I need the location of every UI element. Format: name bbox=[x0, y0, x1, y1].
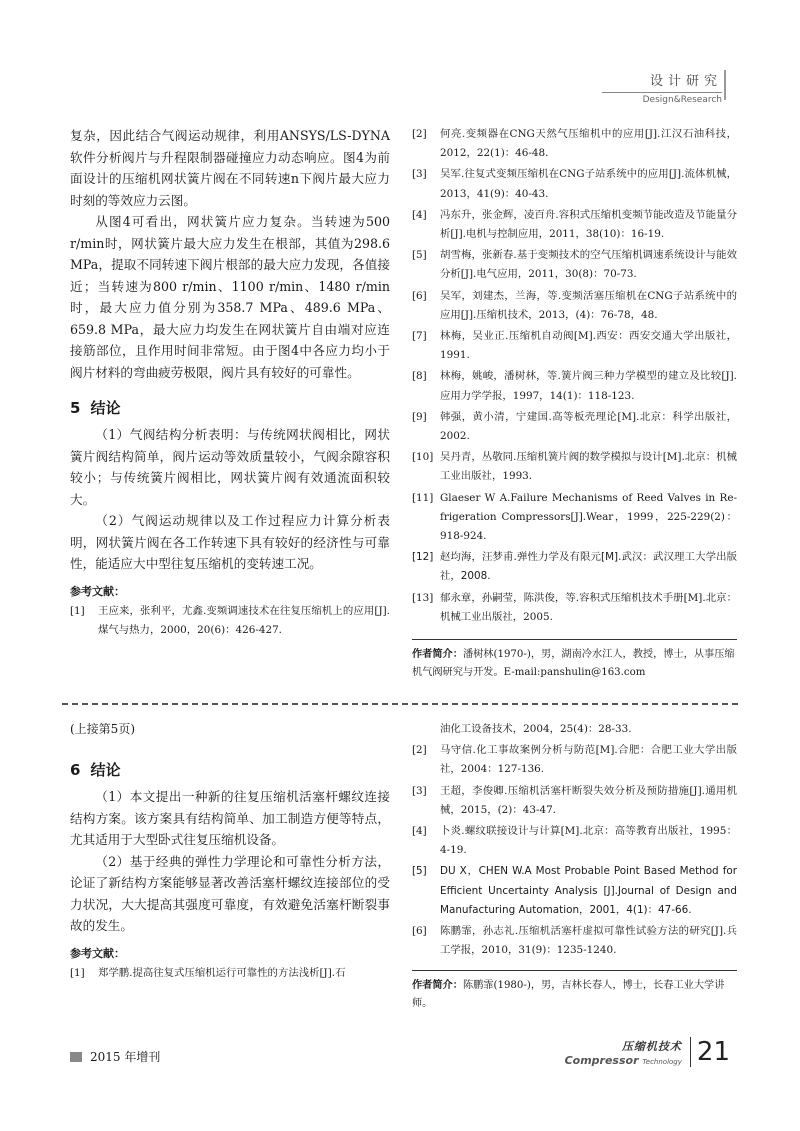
bottom-left-column bbox=[70, 720, 390, 985]
reference-item bbox=[412, 367, 737, 405]
reference-number: [6] bbox=[412, 289, 427, 302]
reference-number: [4] bbox=[412, 825, 427, 838]
reference-item bbox=[412, 589, 737, 627]
reference-text: 王超，李俊卿.压缩机活塞杆断裂失效分析及预防措施[J].通用机械，2015，(2)：43-47. bbox=[440, 784, 737, 816]
reference-text: 陈鹏霏，孙志礼.压缩机活塞杆虚拟可靠性试验方法的研究[J].兵工学报，2010，31(9)：1235-1240. bbox=[440, 925, 737, 957]
page-number: 21 bbox=[696, 1037, 730, 1067]
section-number: 6 bbox=[70, 761, 81, 779]
conclusion-paragraph: （2）基于经典的弹性力学理论和可靠性分析方法，论证了新结构方案能够显著改善活塞杆螺纹连接部位的受力状况，大大提高其强度可靠度，有效避免活塞杆断裂事故的发生。 bbox=[70, 853, 390, 933]
reference-text: 林梅，吴业正.压缩机自动阀[M].西安：西安交通大学出版社，1991. bbox=[440, 330, 737, 362]
reference-text: 郑学鹏.提高往复式压缩机运行可靠性的方法浅析[J].石 bbox=[98, 966, 346, 979]
article-divider bbox=[62, 703, 738, 705]
reference-text: 胡雪梅，张新春.基于变频技术的空气压缩机调速系统设计与能效分析[J].电气应用，2011，30(8)：70-73. bbox=[440, 249, 737, 281]
reference-number: [13] bbox=[412, 591, 434, 604]
reference-number: [4] bbox=[412, 208, 427, 221]
author-bio bbox=[412, 970, 737, 1013]
reference-number: [8] bbox=[412, 370, 427, 383]
section-heading bbox=[70, 759, 390, 780]
reference-text: 冯东升，张金辉，凌百舟.容积式压缩机变频节能改造及节能量分析[J].电机与控制应用，2011，38(10)：16-19. bbox=[440, 208, 737, 241]
author-label: 作者简介： bbox=[412, 980, 463, 992]
author-text: 潘树林(1970-)，男，湖南冷水江人，教授，博士，从事压缩机气阀研究与开发。E-mail:panshulin@163.com bbox=[412, 649, 735, 679]
reference-item bbox=[70, 602, 390, 640]
issue-label: 2015 年增刊 bbox=[90, 1050, 161, 1064]
continued-from-note: (上接第5页) bbox=[70, 722, 135, 736]
reference-text: DU X，CHEN W.A Most Probable Point Based Method for Efficient Uncertainty Analysis [J].Journal of Design and Manufacturing Automation，2001，4(1)：47-66. bbox=[440, 865, 737, 916]
reference-number: [10] bbox=[412, 451, 434, 464]
reference-item bbox=[412, 862, 737, 920]
reference-item bbox=[412, 246, 737, 284]
reference-item bbox=[412, 448, 737, 486]
section-title: 结论 bbox=[90, 761, 121, 779]
footer-branding bbox=[565, 1037, 730, 1067]
reference-number: [9] bbox=[412, 410, 427, 423]
journal-logo-en: Compressor Technology bbox=[564, 1053, 682, 1067]
reference-number: [2] bbox=[412, 744, 427, 757]
reference-number: [1] bbox=[70, 604, 85, 617]
reference-item bbox=[412, 822, 737, 860]
reference-item bbox=[412, 206, 737, 244]
reference-item bbox=[412, 548, 737, 586]
conclusion-paragraph: （2）气阀运动规律以及工作过程应力计算分析表明，网状簧片阀在各工作转速下具有较好的经济性与可靠性，能适应大中型往复压缩机的变转速工况。 bbox=[70, 513, 390, 571]
header-section-zh: 设计研究 bbox=[649, 74, 722, 89]
reference-text: 卜炎.螺纹联接设计与计算[M].北京：高等教育出版社，1995：4-19. bbox=[440, 825, 737, 857]
reference-item bbox=[70, 964, 390, 983]
reference-text: 吴军.往复式变频压缩机在CNG子站系统中的应用[J].流体机械，2013，41(9)：40-43. bbox=[440, 168, 737, 200]
reference-number: [7] bbox=[412, 330, 427, 343]
bottom-right-column bbox=[412, 720, 737, 1013]
footer-divider bbox=[690, 1037, 691, 1067]
author-bio bbox=[412, 639, 737, 682]
reference-item bbox=[412, 489, 737, 547]
reference-text: 油化工设备技术，2004，25(4)：28-33. bbox=[440, 723, 632, 735]
journal-logo-zh: 压缩机技术 bbox=[621, 1039, 682, 1053]
reference-item bbox=[412, 922, 737, 960]
section-number: 5 bbox=[70, 399, 81, 417]
reference-item bbox=[412, 408, 737, 446]
reference-text: 何亮.变频器在CNG天然气压缩机中的应用[J].江汉石油科技，2012，22(1)：46-48. bbox=[440, 128, 737, 160]
body-paragraph: 复杂，因此结合气阀运动规律，利用ANSYS/LS-DYNA软件分析阀片与升程限制器碰撞应力动态响应。图4为前面设计的压缩机网状簧片阀在不同转速n下阀片最大应力时刻的等效应力云图。 bbox=[70, 128, 390, 208]
reference-text: 郁永章，孙嗣莹，陈洪俊，等.容积式压缩机技术手册[M].北京：机械工业出版社，2005. bbox=[440, 591, 737, 623]
reference-item bbox=[412, 782, 737, 820]
reference-item bbox=[412, 287, 737, 325]
reference-number: [2] bbox=[412, 128, 427, 140]
reference-text: 马守信.化工事故案例分析与防范[M].合肥：合肥工业大学出版社，2004：127-136. bbox=[440, 744, 737, 776]
reference-number: [3] bbox=[412, 168, 427, 181]
section-heading bbox=[70, 397, 390, 418]
reference-number: [3] bbox=[412, 784, 427, 797]
references-label: 参考文献： bbox=[70, 584, 125, 598]
header-rule bbox=[724, 70, 726, 100]
reference-number: [5] bbox=[412, 865, 427, 878]
reference-text: 吴军，刘建杰，兰海，等.变频活塞压缩机在CNG子站系统中的应用[J].压缩机技术，2013，(4)：76-78，48. bbox=[440, 289, 737, 321]
section-title: 结论 bbox=[90, 399, 121, 417]
author-label: 作者简介： bbox=[412, 649, 463, 661]
top-left-column bbox=[70, 125, 390, 642]
body-paragraph: 从图4可看出，网状簧片应力复杂。当转速为500 r/min时，网状簧片最大应力发生在根部，其值为298.6 MPa，提取不同转速下阀片根部的最大应力发现，各值接近；当转速为800 r/min、1100 r/min、1480 r/min时，最大应力值分别为358.7 MPa、489.6 MPa、659.8 MPa，最大应力均发生在网状簧片自由端对应连接筋部位，且作用时间非常短。由于图4中各应力均小于阀片材料的弯曲疲劳极限，阀片具有较好的可靠性。 bbox=[70, 214, 390, 380]
reference-number: [11] bbox=[412, 491, 434, 504]
conclusion-paragraph: （1）气阀结构分析表明：与传统网状阀相比，网状簧片阀结构简单，阀片运动等效质量较小，气阀余隙容积较小；与传统簧片阀相比，网状簧片阀有效通流面积较大。 bbox=[70, 427, 390, 507]
references-label: 参考文献： bbox=[70, 946, 125, 960]
reference-item bbox=[412, 327, 737, 365]
reference-text: 王应来，张利平，尤鑫.变频调速技术在往复压缩机上的应用[J].煤气与热力，2000，20(6)：426-427. bbox=[98, 604, 390, 636]
running-header bbox=[602, 70, 722, 105]
reference-text: 赵均海，汪梦甫.弹性力学及有限元[M].武汉：武汉理工大学出版社，2008. bbox=[440, 551, 737, 583]
reference-item bbox=[412, 165, 737, 203]
reference-number: [6] bbox=[412, 925, 427, 938]
reference-continuation bbox=[412, 720, 737, 739]
footer-square-icon bbox=[70, 1052, 82, 1062]
reference-item bbox=[412, 125, 737, 163]
reference-text: Glaeser W A.Failure Mechanisms of Reed Valves in Re-frigeration Compressors[J].Wear，1999，225-229(2)：918-924. bbox=[440, 491, 737, 543]
reference-text: 吴丹青，丛敬同.压缩机簧片阀的数学模拟与设计[M].北京：机械工业出版社，1993. bbox=[440, 451, 737, 483]
top-right-column bbox=[412, 125, 737, 682]
reference-item bbox=[412, 741, 737, 779]
author-text: 陈鹏霏(1980-)，男，吉林长春人，博士，长春工业大学讲师。 bbox=[412, 980, 725, 1010]
reference-text: 林梅，姚峻，潘树林，等.簧片阀三种力学模型的建立及比较[J].应用力学学报，1997，14(1)：118-123. bbox=[440, 370, 737, 402]
journal-logo bbox=[565, 1038, 682, 1067]
footer-issue bbox=[70, 1048, 160, 1065]
reference-number: [12] bbox=[412, 551, 434, 564]
conclusion-paragraph: （1）本文提出一种新的往复压缩机活塞杆螺纹连接结构方案。该方案具有结构简单、加工制造方便等特点，尤其适用于大型卧式往复压缩机设备。 bbox=[70, 789, 390, 847]
reference-text: 韩强，黄小清，宁建国.高等板壳理论[M].北京：科学出版社，2002. bbox=[440, 410, 737, 443]
header-section-en: Design&Research bbox=[602, 92, 722, 105]
reference-number: [1] bbox=[70, 966, 85, 979]
reference-number: [5] bbox=[412, 249, 427, 262]
